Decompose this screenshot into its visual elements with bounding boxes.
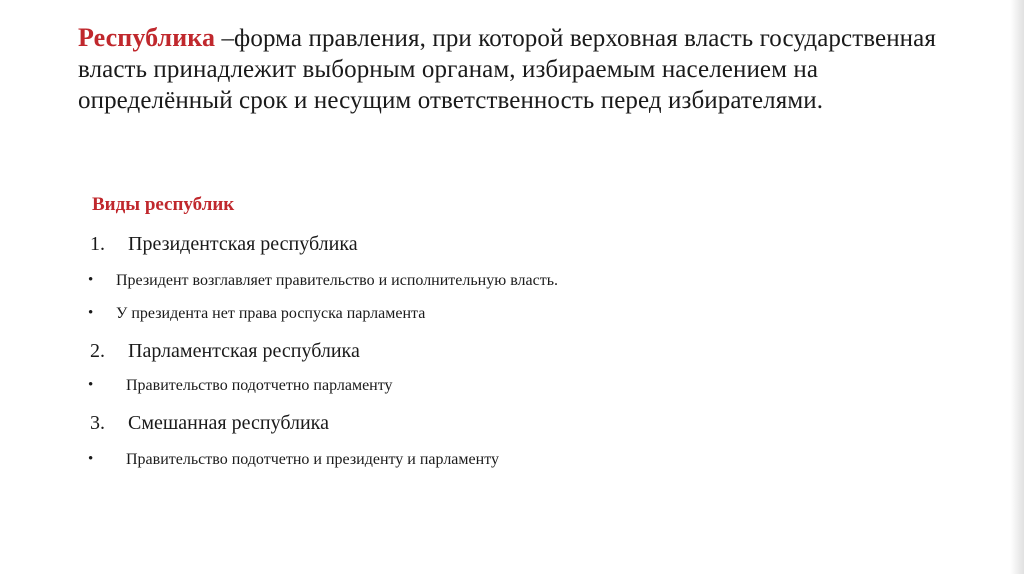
bullet-icon: •: [88, 305, 94, 321]
list-item-title: Смешанная республика: [128, 412, 329, 434]
list-item-number: 1.: [90, 233, 105, 255]
list-item-number: 2.: [90, 340, 105, 362]
bullet-text: У президента нет права роспуска парламента: [116, 305, 426, 322]
slide-edge-shadow: [1010, 0, 1024, 574]
bullet-icon: •: [88, 272, 94, 288]
bullet-text: Правительство подотчетно парламенту: [126, 377, 393, 394]
bullet-text: Президент возглавляет правительство и исполнительную власть.: [116, 272, 559, 289]
list-item-title: Парламентская республика: [128, 340, 360, 362]
definition-term: Республика: [78, 23, 216, 52]
bullet-text: Правительство подотчетно и президенту и парламенту: [126, 451, 499, 468]
definition-text: –форма правления, при которой верховная власть государственная власть принадлежит выборным органам, избираемым населением на определённый срок и несущим ответственность перед избирателями.: [78, 25, 936, 114]
list-item-number: 3.: [90, 412, 105, 434]
list-item-title: Президентская республика: [128, 233, 358, 255]
bullet-icon: •: [88, 451, 94, 467]
section-heading: Виды республик: [92, 194, 235, 215]
definition-paragraph: [78, 22, 958, 116]
bullet-icon: •: [88, 377, 94, 393]
